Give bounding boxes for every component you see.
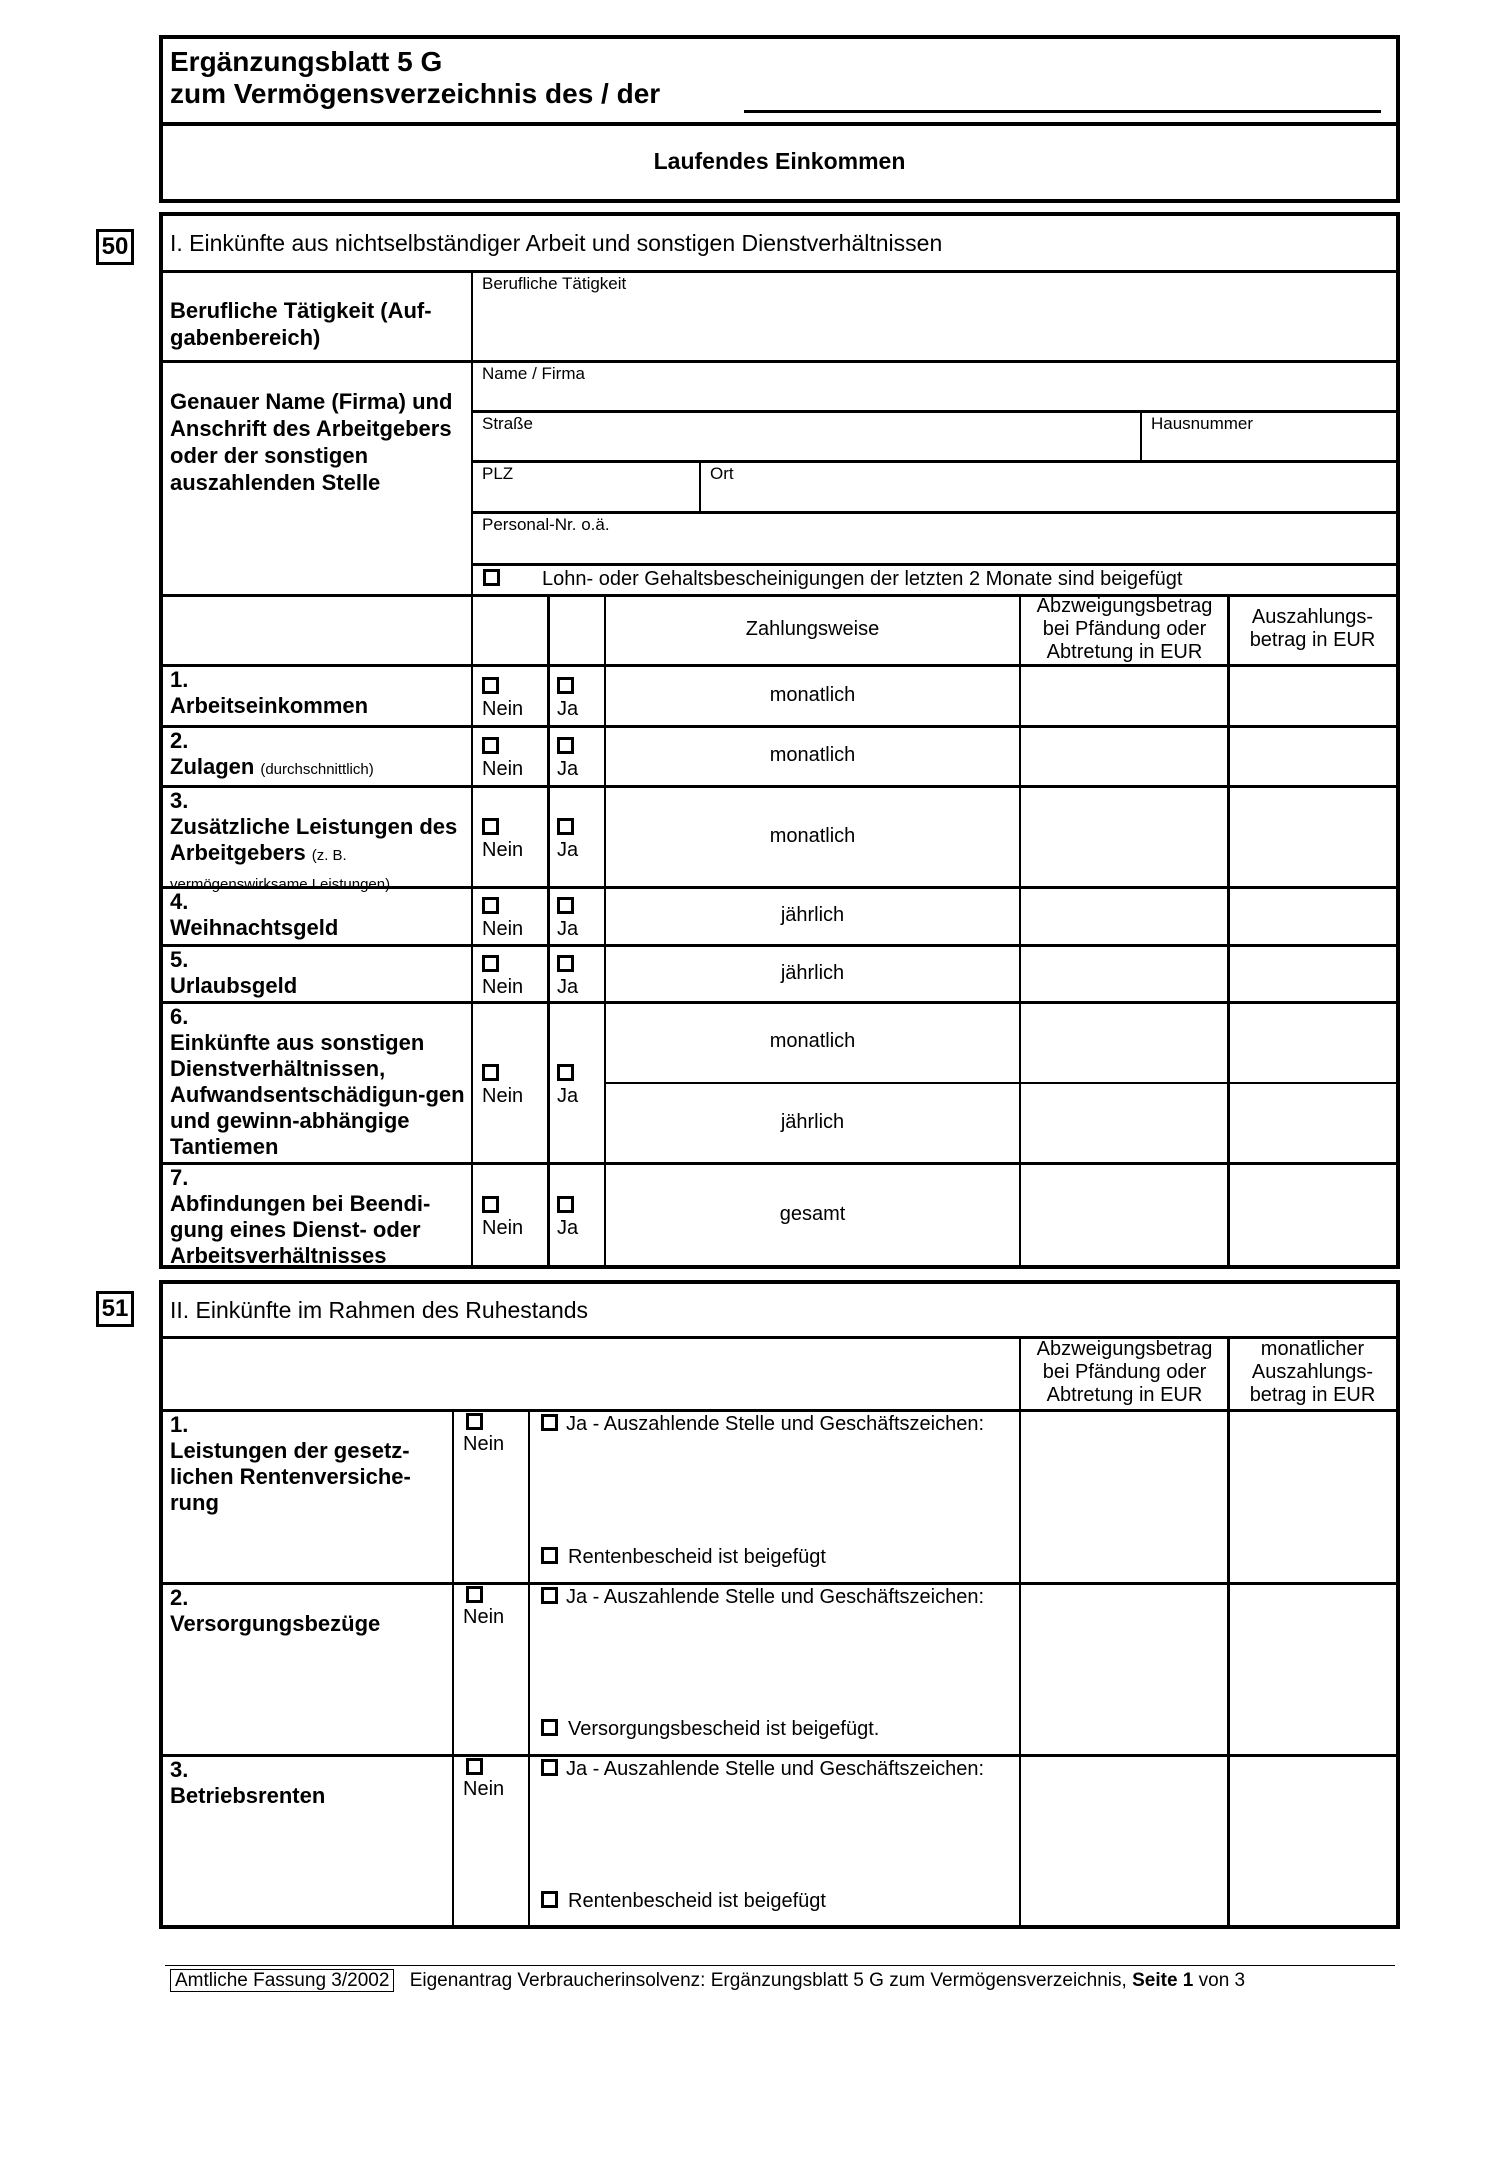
ja-label: Ja [557,976,579,998]
nein-checkbox[interactable] [482,737,499,754]
payer-reference-field[interactable] [540,1439,1010,1542]
job-label: Berufliche Tätigkeit (Auf-gabenbereich) [170,298,432,350]
payout-amount-field[interactable] [1230,1584,1396,1752]
row-number: 5. [170,947,189,972]
row-number: 3. [170,1757,189,1782]
footer-version: Amtliche Fassung 3/2002 [170,1969,394,1992]
payout-amount-field[interactable] [1230,1756,1396,1924]
house-number-field[interactable] [1143,413,1396,460]
ja-checkbox[interactable] [557,897,574,914]
divider [452,1409,454,1926]
ja-checkbox[interactable] [557,737,574,754]
footer-page: Seite 1 [1132,1970,1194,1991]
divider [547,594,550,1266]
payment-frequency: gesamt [779,1203,846,1225]
nein-checkbox[interactable] [466,1586,483,1603]
ja-checkbox[interactable] [557,955,574,972]
divider [528,1409,530,1926]
row-number: 4. [170,889,189,914]
payer-reference-field[interactable] [540,1784,1010,1886]
nein-label: Nein [482,918,524,940]
attachment-checkbox[interactable] [541,1547,558,1564]
section-marker-50: 50 [96,229,134,265]
payslips-checkbox[interactable] [483,569,500,586]
payout-amount-field[interactable] [1230,787,1396,884]
nein-label: Nein [482,758,524,780]
row-title: Versorgungsbezüge [170,1611,381,1636]
job-field-label: Berufliche Tätigkeit [482,274,627,293]
ja-checkbox[interactable] [557,1196,574,1213]
ja-label: Ja [557,1217,579,1239]
deduction-amount-field[interactable] [1022,1584,1226,1752]
payout-amount-field[interactable] [1230,1003,1396,1080]
nein-checkbox[interactable] [482,1064,499,1081]
city-field-label: Ort [710,464,734,483]
ja-label: Ja [557,758,579,780]
row-number: 6. [170,1004,189,1029]
plz-field-label: PLZ [482,464,514,483]
deduction-amount-field[interactable] [1022,1411,1226,1580]
row-title: Leistungen der gesetz-lichen Rentenversiche-rung [170,1438,411,1515]
personnel-number-field[interactable] [474,514,1396,561]
row-title: Abfindungen bei Beendi-gung eines Dienst- oder Arbeitsverhältnisses [170,1191,431,1268]
pension-row-label [170,1585,445,1637]
row-note: (durchschnittlich) [260,761,374,778]
street-field[interactable] [474,413,1140,460]
nein-checkbox[interactable] [466,1413,483,1430]
name-field-label: Name / Firma [482,364,585,383]
s2-column-header-deduction: Abzweigungsbetrag bei Pfändung oder Abtretung in EUR [1036,1338,1213,1406]
attachment-label: Rentenbescheid ist beigefügt [568,1546,826,1568]
nein-checkbox[interactable] [482,1196,499,1213]
nein-label: Nein [482,1217,524,1239]
attachment-checkbox[interactable] [541,1891,558,1908]
nein-label: Nein [463,1778,505,1800]
attachment-checkbox[interactable] [541,1719,558,1736]
row-note: (z. B. vermögenswirksame Leistungen) [170,847,391,893]
row-title: Betriebsrenten [170,1783,326,1808]
nein-checkbox[interactable] [466,1758,483,1775]
deduction-amount-field[interactable] [1022,666,1226,723]
payout-amount-field[interactable] [1230,1164,1396,1264]
nein-label: Nein [482,698,524,720]
divider [699,460,701,511]
footer-page-of: von 3 [1198,1970,1246,1991]
ja-payer-label: Ja - Auszahlende Stelle und Geschäftszeichen: [566,1758,985,1780]
deduction-amount-field[interactable] [1022,1164,1226,1264]
deduction-amount-field[interactable] [1022,1084,1226,1161]
s2-column-header-payout: monatlicher Auszahlungs-betrag in EUR [1249,1338,1376,1406]
ja-checkbox[interactable] [557,818,574,835]
payment-frequency: monatlich [769,825,856,847]
payout-amount-field[interactable] [1230,727,1396,783]
form-subtitle: Laufendes Einkommen [653,148,906,174]
income-row-label [170,889,465,941]
income-row-label [170,1165,465,1269]
ja-checkbox[interactable] [541,1759,558,1776]
ja-label: Ja [557,839,579,861]
house-field-label: Hausnummer [1151,414,1254,433]
payment-frequency: jährlich [780,962,845,984]
payment-frequency: monatlich [769,744,856,766]
ja-label: Ja [557,918,579,940]
form-title-line1: Ergänzungsblatt 5 G [170,46,443,77]
nein-label: Nein [482,976,524,998]
form-title [170,46,660,110]
footer [170,1970,1245,1992]
payment-frequency: monatlich [769,1030,856,1052]
nein-checkbox[interactable] [482,677,499,694]
deduction-amount-field[interactable] [1022,727,1226,783]
pension-row-label [170,1757,445,1809]
nein-label: Nein [463,1433,505,1455]
payout-amount-field[interactable] [1230,1084,1396,1161]
row-number: 7. [170,1165,189,1190]
nein-checkbox[interactable] [482,955,499,972]
divider [1140,410,1142,461]
row-title: Arbeitseinkommen [170,693,369,718]
employer-label: Genauer Name (Firma) und Anschrift des Arbeitgebers oder der sonstigen auszahlenden Stelle [170,389,453,495]
job-field[interactable] [474,272,1396,360]
section2-title: II. Einkünfte im Rahmen des Ruhestands [170,1297,589,1323]
deduction-amount-field[interactable] [1022,1756,1226,1924]
payer-reference-field[interactable] [540,1612,1010,1714]
deduction-amount-field[interactable] [1022,946,1226,999]
employer-name-field[interactable] [474,363,1396,410]
row-title: Urlaubsgeld [170,973,298,998]
row-title: Weihnachtsgeld [170,915,339,940]
payout-amount-field[interactable] [1230,946,1396,999]
income-row-label [170,667,465,719]
ja-label: Ja [557,698,579,720]
nein-label: Nein [482,1085,524,1107]
payout-amount-field[interactable] [1230,666,1396,723]
nein-label: Nein [463,1606,505,1628]
row-number: 2. [170,1585,189,1610]
divider [604,1082,1400,1084]
ja-checkbox[interactable] [557,677,574,694]
divider [1019,594,1021,1266]
ja-label: Ja [557,1085,579,1107]
debtor-name-field[interactable] [744,84,1381,113]
income-row-label [170,1004,465,1160]
footer-rule [165,1965,1395,1966]
payout-amount-field[interactable] [1230,1411,1396,1580]
nein-checkbox[interactable] [482,818,499,835]
row-title: Zusätzliche Leistungen des Arbeitgebers [170,814,458,865]
form-title-line2: zum Vermögensverzeichnis des / der [170,78,661,109]
column-header-payment: Zahlungsweise [745,618,880,640]
divider [471,563,1400,566]
payslips-label: Lohn- oder Gehaltsbescheinigungen der letzten 2 Monate sind beigefügt [542,568,1183,590]
row-title: Einkünfte aus sonstigen Dienstverhältnissen, Aufwandsentschädigun-gen und gewinn-abhängige Tantiemen [170,1030,465,1159]
personnel-field-label: Personal-Nr. o.ä. [482,515,610,534]
payment-frequency: jährlich [780,904,845,926]
column-header-deduction: Abzweigungsbetrag bei Pfändung oder Abtretung in EUR [1036,595,1213,663]
street-field-label: Straße [482,414,534,433]
payment-frequency: jährlich [780,1111,845,1133]
ja-checkbox[interactable] [557,1064,574,1081]
income-row-label [170,788,465,898]
row-number: 1. [170,1412,189,1437]
payment-frequency: monatlich [769,684,856,706]
income-row-label [170,947,465,999]
attachment-label: Versorgungsbescheid ist beigefügt. [568,1718,880,1740]
nein-checkbox[interactable] [482,897,499,914]
divider [1019,1336,1021,1926]
attachment-label: Rentenbescheid ist beigefügt [568,1890,826,1912]
column-header-payout: Auszahlungs-betrag in EUR [1249,606,1376,651]
divider [471,594,473,1266]
row-title: Zulagen [170,754,255,779]
header-divider [159,122,1400,126]
plz-field[interactable] [474,463,699,510]
nein-label: Nein [482,839,524,861]
section1-title: I. Einkünfte aus nichtselbständiger Arbeit und sonstigen Dienstverhältnissen [170,230,943,256]
ja-checkbox[interactable] [541,1414,558,1431]
deduction-amount-field[interactable] [1022,888,1226,942]
pension-row-label [170,1412,445,1516]
footer-text: Eigenantrag Verbraucherinsolvenz: Ergänzungsblatt 5 G zum Vermögensverzeichnis, [409,1970,1127,1991]
income-row-label [170,728,465,783]
ja-payer-label: Ja - Auszahlende Stelle und Geschäftszeichen: [566,1586,985,1608]
row-number: 1. [170,667,189,692]
section-marker-51: 51 [96,1291,134,1327]
deduction-amount-field[interactable] [1022,1003,1226,1080]
ja-payer-label: Ja - Auszahlende Stelle und Geschäftszeichen: [566,1413,985,1435]
payout-amount-field[interactable] [1230,888,1396,942]
ja-checkbox[interactable] [541,1587,558,1604]
divider [471,270,473,596]
row-number: 3. [170,788,189,813]
deduction-amount-field[interactable] [1022,787,1226,884]
city-field[interactable] [702,463,1396,510]
row-number: 2. [170,728,189,753]
